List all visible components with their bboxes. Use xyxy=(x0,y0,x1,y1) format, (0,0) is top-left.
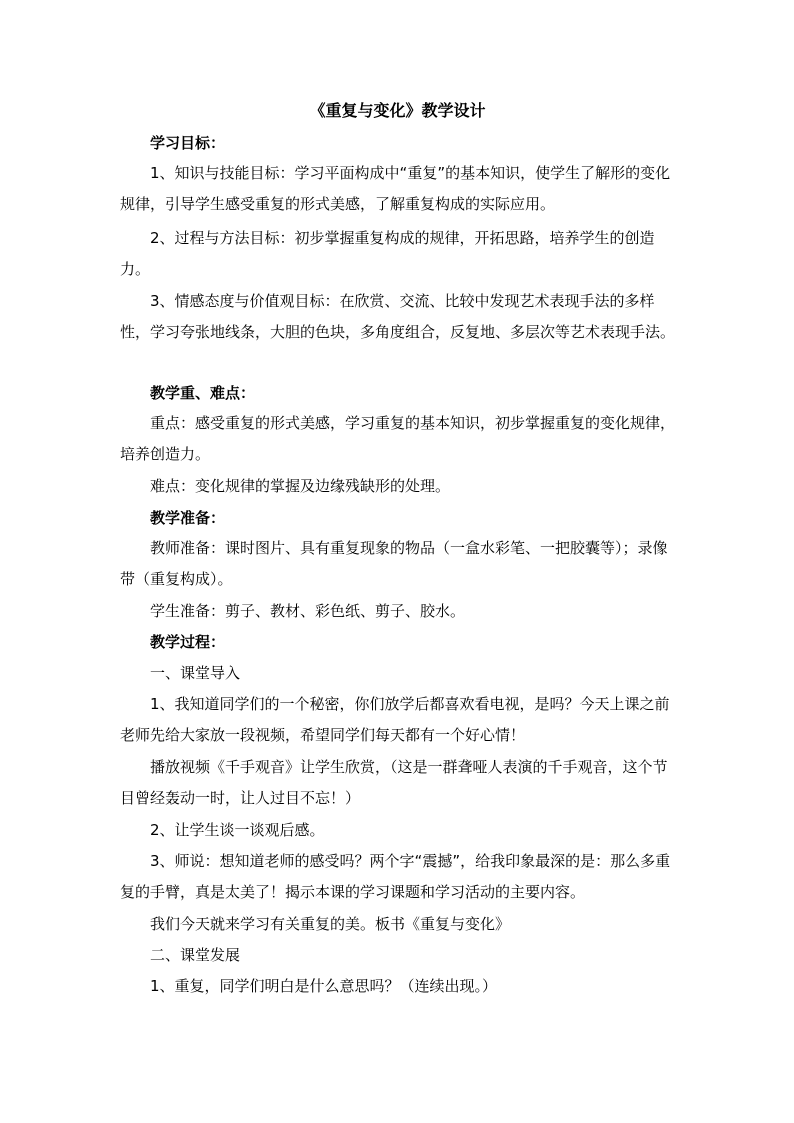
paragraph-topic: 我们今天就来学习有关重复的美。板书《重复与变化》 xyxy=(150,915,511,933)
paragraph-intro-3: 3、师说：想知道老师的感受吗？两个字“震撼”，给我印象最深的是：那么多重复的手臂，真是太美了！揭示本课的学习课题和学习活动的主要内容。 xyxy=(120,852,671,901)
paragraph-teacher-prep: 教师准备：课时图片、具有重复现象的物品（一盒水彩笔、一把胶囊等）；录像带（重复构成）。 xyxy=(120,539,668,588)
heading-preparation: 教学准备： xyxy=(150,509,226,527)
heading-learning-goals: 学习目标： xyxy=(150,134,226,152)
paragraph-key-point: 重点：感受重复的形式美感，学习重复的基本知识，初步掌握重复的变化规律，培养创造力。 xyxy=(120,414,676,463)
paragraph-difficulty: 难点：变化规律的掌握及边缘残缺形的处理。 xyxy=(150,477,451,495)
paragraph-intro-1: 1、我知道同学们的一个秘密，你们放学后都喜欢看电视，是吗？今天上课之前老师先给大家放一段视频，希望同学们每天都有一个好心情！ xyxy=(120,695,670,744)
paragraph-goal-3: 3、情感态度与价值观目标：在欣赏、交流、比较中发现艺术表现手法的多样性，学习夸张地线条，大胆的色块，多角度组合，反复地、多层次等艺术表现手法。 xyxy=(120,292,676,341)
heading-process: 教学过程： xyxy=(150,633,226,651)
paragraph-video: 播放视频《千手观音》让学生欣赏，（这是一群聋哑人表演的千手观音，这个节目曾经轰动一时，让人过目不忘！） xyxy=(120,758,668,807)
paragraph-section-development: 二、课堂发展 xyxy=(150,946,241,964)
paragraph-student-prep: 学生准备：剪子、教材、彩色纸、剪子、胶水。 xyxy=(150,602,466,620)
paragraph-section-intro: 一、课堂导入 xyxy=(150,664,241,682)
paragraph-goal-2: 2、过程与方法目标：初步掌握重复构成的规律，开拓思路，培养学生的创造力。 xyxy=(120,229,655,278)
paragraph-goal-1: 1、知识与技能目标：学习平面构成中“重复”的基本知识，使学生了解形的变化规律，引导学生感受重复的形式美感，了解重复构成的实际应用。 xyxy=(120,164,671,213)
paragraph-development-1: 1、重复，同学们明白是什么意思吗？（连续出现。） xyxy=(150,977,498,995)
document-title: 《重复与变化》教学设计 xyxy=(309,101,486,120)
heading-key-points: 教学重、难点： xyxy=(150,384,256,402)
paragraph-intro-2: 2、让学生谈一谈观后感。 xyxy=(150,821,325,839)
